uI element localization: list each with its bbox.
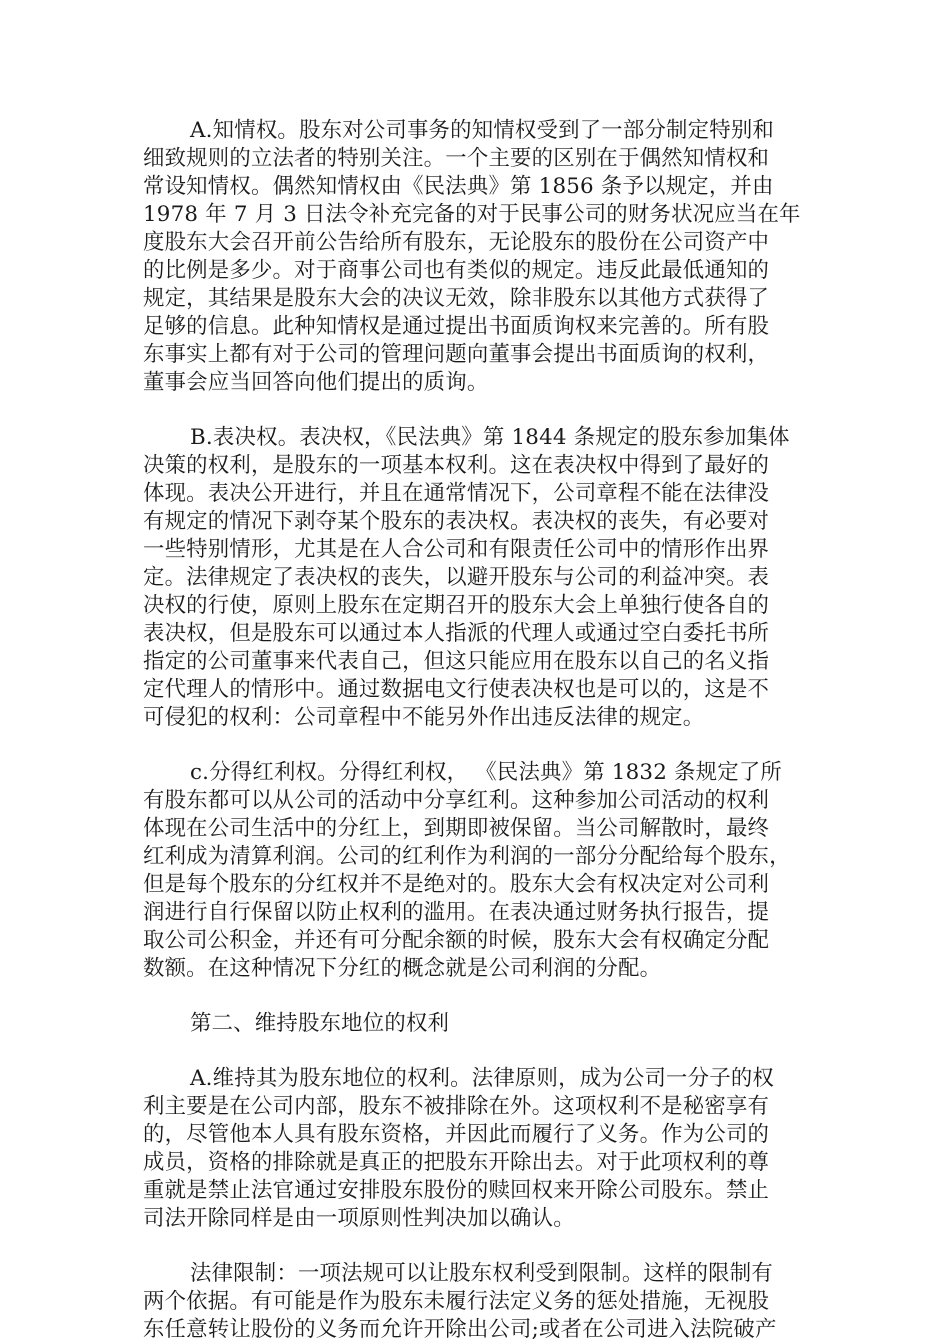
section-heading-text: 第二、维持股东地位的权利	[190, 1011, 450, 1036]
text-line: 数额。在这种情况下分红的概念就是公司利润的分配。	[143, 956, 662, 981]
text-line: 法律限制：一项法规可以让股东权利受到限制。这样的限制有	[190, 1261, 773, 1286]
text-line: 的，尽管他本人具有股东资格，并因此而履行了义务。作为公司的	[143, 1122, 770, 1147]
text-line: 润进行自行保留以防止权利的滥用。在表决通过财务执行报告，提	[143, 900, 770, 925]
section-heading-second	[143, 1010, 809, 1038]
text-line: 重就是禁止法官通过安排股东股份的赎回权来开除公司股东。禁止	[143, 1178, 770, 1203]
paragraph-a-right-to-information	[143, 117, 809, 397]
document-page	[143, 117, 809, 1344]
paragraph-c-dividend-right	[143, 759, 809, 983]
text-line: 规定，其结果是股东大会的决议无效，除非股东以其他方式获得了	[143, 286, 770, 311]
text-line: 董事会应当回答向他们提出的质询。	[143, 370, 489, 395]
text-line: 常设知情权。偶然知情权由《民法典》第 1856 条予以规定，并由	[143, 174, 774, 199]
text-line: c.分得红利权。分得红利权， 《民法典》第 1832 条规定了所	[190, 760, 783, 785]
text-line: 足够的信息。此种知情权是通过提出书面质询权来完善的。所有股	[143, 314, 770, 339]
text-line: 定代理人的情形中。通过数据电文行使表决权也是可以的，这是不	[143, 677, 770, 702]
text-line: 取公司公积金，并还有可分配余额的时候，股东大会有权确定分配	[143, 928, 770, 953]
text-line: 有规定的情况下剥夺某个股东的表决权。表决权的丧失，有必要对	[143, 509, 770, 534]
text-line: 决权的行使，原则上股东在定期召开的股东大会上单独行使各自的	[143, 593, 770, 618]
text-line: 但是每个股东的分红权并不是绝对的。股东大会有权决定对公司利	[143, 872, 770, 897]
text-line: 指定的公司董事来代表自己，但这只能应用在股东以自己的名义指	[143, 649, 770, 674]
text-line: 1978 年 7 月 3 日法令补充完备的对于民事公司的财务状况应当在年	[143, 202, 801, 227]
paragraph-b-voting-right	[143, 424, 809, 732]
text-line: 司法开除同样是由一项原则性判决加以确认。	[143, 1206, 575, 1231]
text-line: 细致规则的立法者的特别关注。一个主要的区别在于偶然知情权和	[143, 146, 770, 171]
text-line: 表决权，但是股东可以通过本人指派的代理人或通过空白委托书所	[143, 621, 770, 646]
text-line: A.知情权。股东对公司事务的知情权受到了一部分制定特别和	[190, 118, 775, 143]
text-line: 可侵犯的权利：公司章程中不能另外作出违反法律的规定。	[143, 705, 705, 730]
text-line: 有股东都可以从公司的活动中分享红利。这种参加公司活动的权利	[143, 788, 770, 813]
text-line: 利主要是在公司内部，股东不被排除在外。这项权利不是秘密享有	[143, 1094, 770, 1119]
text-line: A.维持其为股东地位的权利。法律原则，成为公司一分子的权	[190, 1066, 775, 1091]
text-line: B.表决权。表决权，《民法典》第 1844 条规定的股东参加集体	[190, 425, 790, 450]
paragraph-legal-limits	[143, 1260, 809, 1344]
text-line: 度股东大会召开前公告给所有股东，无论股东的股份在公司资产中	[143, 230, 770, 255]
text-line: 体现在公司生活中的分红上，到期即被保留。当公司解散时，最终	[143, 816, 770, 841]
text-line: 一些特别情形，尤其是在人合公司和有限责任公司中的情形作出界	[143, 537, 770, 562]
text-line: 红利成为清算利润。公司的红利作为利润的一部分分配给每个股东，	[143, 844, 791, 869]
text-line: 东任意转让股份的义务而允许开除出公司;或者在公司进入法院破产	[143, 1317, 777, 1342]
text-line: 成员，资格的排除就是真正的把股东开除出去。对于此项权利的尊	[143, 1150, 770, 1175]
text-line: 东事实上都有对于公司的管理问题向董事会提出书面质询的权利，	[143, 342, 770, 367]
text-line: 定。法律规定了表决权的丧失，以避开股东与公司的利益冲突。表	[143, 565, 770, 590]
text-line: 体现。表决公开进行，并且在通常情况下，公司章程不能在法律没	[143, 481, 770, 506]
text-line: 两个依据。有可能是作为股东未履行法定义务的惩处措施，无视股	[143, 1289, 770, 1314]
paragraph-a-maintain-status	[143, 1065, 809, 1233]
text-line: 的比例是多少。对于商事公司也有类似的规定。违反此最低通知的	[143, 258, 770, 283]
text-line: 决策的权利，是股东的一项基本权利。这在表决权中得到了最好的	[143, 453, 770, 478]
